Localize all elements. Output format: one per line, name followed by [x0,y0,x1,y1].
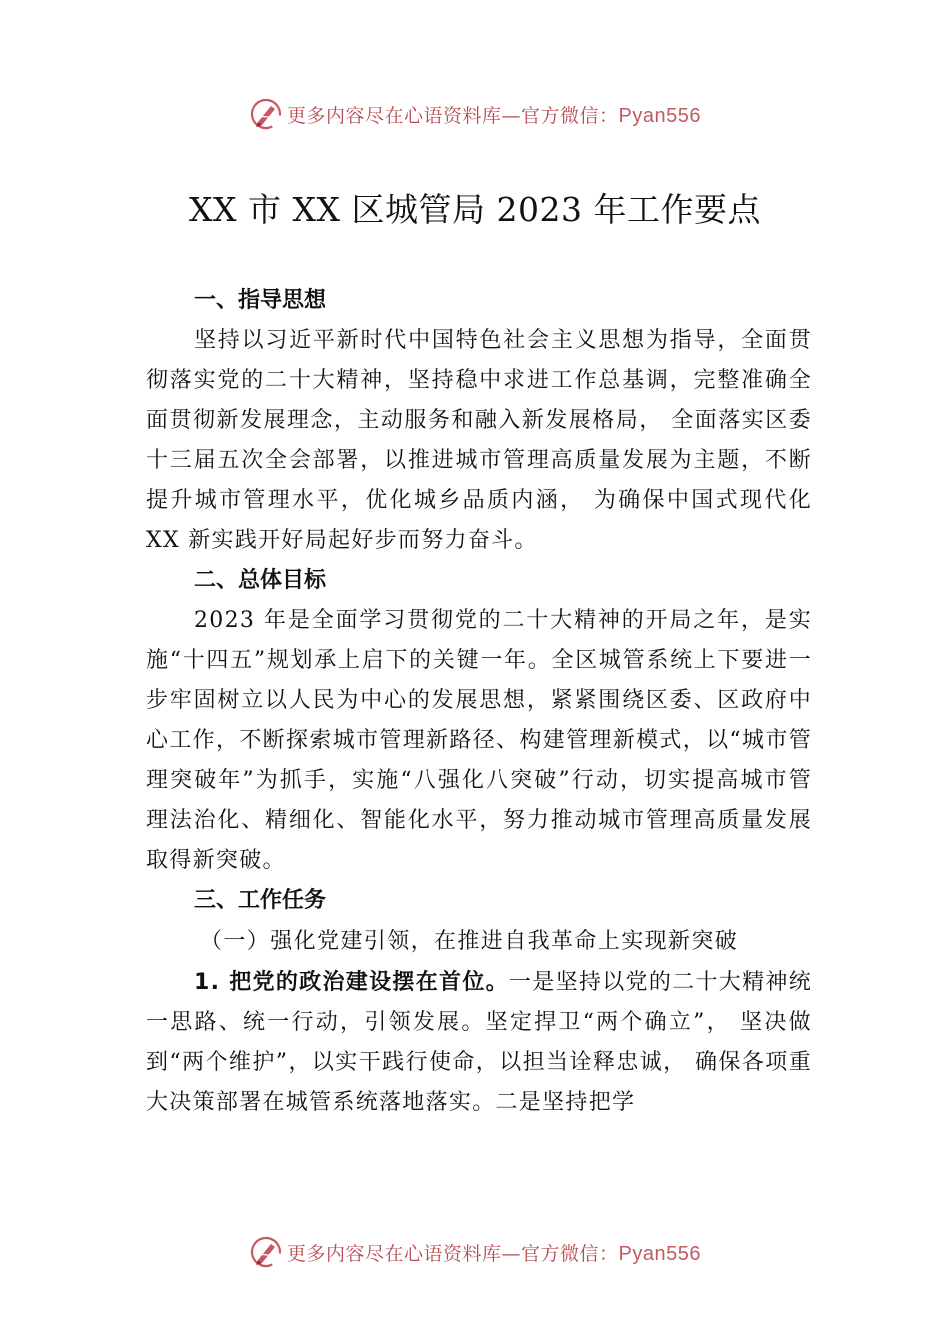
document-body [146,281,812,1123]
watermark-text-cn: 更多内容尽在心语资料库—官方微信： [287,104,619,127]
section-heading-overall-goals: 二、总体目标 [194,568,327,593]
task-item-1-text: 一是坚持以党的二十大精神统一思路、统一行动，引领发展。坚定捍卫“两个确立”， 坚决做到“两个维护”，以实干践行使命，以担当诠释忠诚， 确保各项重大决策部署在城管系统落地落实。二是坚持把学 [146,970,812,1115]
pen-logo-icon [249,1235,283,1269]
watermark-text [287,1239,701,1266]
task-item-1-lead: 1. 把党的政治建设摆在首位。 [194,970,509,995]
section-heading-work-tasks: 三、工作任务 [194,888,327,913]
pen-logo-icon [249,97,283,131]
watermark-text [287,101,701,128]
section-paragraph-overall-goals: 2023 年是全面学习贯彻党的二十大精神的开局之年，是实施“十四五”规划承上启下的关键一年。全区城管系统上下要进一步牢固树立以人民为中心的发展思想，紧紧围绕区委、区政府中心工作，不断探索城市管理新路径、构建管理新模式，以“城市管理突破年”为抓手，实施“八强化八突破”行动，切实提高城市管理法治化、精细化、智能化水平，努力推动城市管理高质量发展取得新突破。 [146,608,812,873]
section-heading-guiding-ideology: 一、指导思想 [194,288,327,313]
watermark-header [0,94,950,134]
task-item-1 [146,963,812,1123]
watermark-wechat-id: Pyan556 [618,1242,701,1265]
document-title: XX 市 XX 区城管局 2023 年工作要点 [189,190,761,229]
watermark-wechat-id: Pyan556 [618,104,701,127]
subsection-heading-party-building: （一）强化党建引领，在推进自我革命上实现新突破 [200,929,739,954]
watermark-text-cn: 更多内容尽在心语资料库—官方微信： [287,1242,619,1265]
watermark-footer [0,1232,950,1272]
section-paragraph-guiding-ideology: 坚持以习近平新时代中国特色社会主义思想为指导，全面贯彻落实党的二十大精神，坚持稳中求进工作总基调，完整准确全面贯彻新发展理念，主动服务和融入新发展格局， 全面落实区委十三届五次全会部署，以推进城市管理高质量发展为主题，不断提升城市管理水平，优化城乡品质内涵， 为确保中国式现代化 XX 新实践开好局起好步而努力奋斗。 [146,328,812,553]
